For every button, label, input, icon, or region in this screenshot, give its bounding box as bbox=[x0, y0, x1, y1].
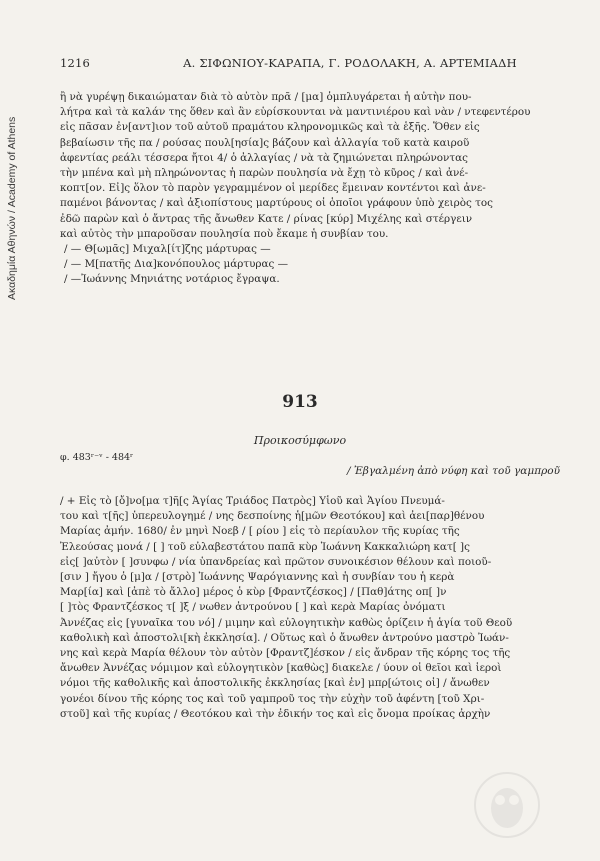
signature-line: / — Θ[ωμᾶς] Μιχαλ[ίτ]ζης μάρτυρας — bbox=[64, 243, 271, 256]
text-line: του καὶ τ[ῆς] ὑπερευλογημέ / νης δεσποίνης ἡ[μῶν Θεοτόκου] καὶ ἀει[παρ]θένου bbox=[60, 510, 485, 523]
running-head: Α. ΣΙΦΩΝΙΟΥ-ΚΑΡΑΠΑ, Γ. ΡΟΔΟΛΑΚΗ, Α. ΑΡΤΕΜΙΑΔΗ bbox=[183, 56, 517, 70]
folio-reference: φ. 483ʳ⁻ᵛ - 484ʳ bbox=[60, 452, 134, 463]
text-line: παμένοι βάνοντας / καὶ ἀξιοπίστους μαρτύρους οἱ ὁποῖοι γράφουν ὑπὸ χειρὸς τος bbox=[60, 197, 493, 210]
text-line: Ἐλεούσας μονά / [ ] τοῦ εὐλαβεστάτου παπᾶ κὺρ Ἰωάννη Κακκαλιώρη κατ[ ]ς bbox=[60, 540, 470, 553]
signature-line: / — Μ[πατῆς Δια]κονόπουλος μάρτυρας — bbox=[64, 258, 289, 271]
text-line: Μαρ[ία] καὶ [ἀπὲ τὸ ἄλλο] μέρος ὁ κὺρ [Φραντζέσκος] / [Παθ]άτης οπ[ ]ν bbox=[60, 586, 447, 599]
text-line: εἰς[ ]αὐτὸν [ ]συνφω / νία ὑπανδρείας καὶ πρῶτον συνοικέσιον θέλουν καὶ ποιοῦ- bbox=[60, 555, 492, 568]
text-line: [σιν ] ἤγου ὁ [μ]α / [στρὸ] Ἰωάννης Ψαρόγιαννης καὶ ἡ συνβίαν του ἡ κερὰ bbox=[60, 571, 455, 584]
document-913-text bbox=[60, 494, 560, 722]
text-line: τὴν μπένα καὶ μὴ πληρώνοντας ἡ παρὼν πουλησία νὰ ἔχῃ τὸ κῦρος / καὶ ἀνέ- bbox=[60, 167, 469, 180]
text-line: βεβαίωσιν τῆς πα / ρούσας πουλ[ησία]ς βάζουν καὶ ἀλλαγία τοῦ κατὰ καιροῦ bbox=[60, 136, 470, 149]
text-line: νης καὶ κερὰ Μαρία θέλουν τὸν αὐτὸν [Φραντζ]έσκον / εἰς ἄνδραν τῆς κόρης τος τῆς bbox=[60, 647, 511, 660]
text-line: Ἀννέζας εἰς [γυναῖκα του νό] / μιμην καὶ εὐλογητικὴν καθὼς ὁρίζειν ἡ ἁγία τοῦ Θεοῦ bbox=[60, 616, 513, 629]
text-line: εἰς πᾶσαν ἐν[αντ]ιον τοῦ αὐτοῦ πραμάτου κληρονομικῶς καὶ τὰ ἑξῆς. Ὅθεν εἰς bbox=[60, 121, 480, 134]
text-line: κοπτ[ον. Εἰ]ς ὅλον τὸ παρὸν γεγραμμένον οἱ μερίδες ἔμειναν κοντέντοι καὶ ἀνε- bbox=[60, 182, 486, 195]
text-line: ἢ νὰ γυρέψῃ δικαιώματαν διὰ τὸ αὐτὸν πρᾶ / [μα] ὁμπλυγάρεται ἡ αὐτὴν που- bbox=[60, 91, 472, 103]
text-line: ἀφεντίας ρεάλι τέσσερα ἤτοι 4/ ὁ ἀλλαγίας / νὰ τὰ ζημιώνεται πληρώνοντας bbox=[60, 151, 468, 164]
text-line: καὶ αὐτὸς τὴν μπαροῦσαν πουλησία ποὺ ἔκαμε ἡ συνβίαν του. bbox=[60, 227, 389, 240]
text-line: γονέοι δίνου τῆς κόρης τος καὶ τοῦ γαμπροῦ τος τὴν εὐχὴν τοῦ ἀφέντη [τοῦ Χρι- bbox=[60, 692, 485, 705]
archive-stamp: Ακαδημία Αθηνών / Academy of Athens bbox=[6, 116, 18, 300]
text-line: καθολικὴ καὶ ἀποστολι[κὴ ἐκκλησία]. / Οὕτως καὶ ὁ ἄνωθεν ἀντρούνο μαστρὸ Ἰωάν- bbox=[60, 631, 509, 644]
document-title: Προικοσύμφωνο bbox=[253, 434, 347, 447]
page-number: 1216 bbox=[60, 56, 91, 70]
text-line: [ ]τὸς Φραντζέσκος τ[ ]ξ / νωθεν ἀντρούνου [ ] καὶ κερὰ Μαρίας ὀνόματι bbox=[60, 601, 446, 614]
text-line: ἄνωθεν Ἀννέζας νόμιμον καὶ εὐλογητικὸν [καθὼς] διακελε / ύουν οἱ θεῖοι καὶ ἱεροὶ bbox=[60, 662, 502, 675]
page-header bbox=[60, 56, 560, 72]
text-line: στοῦ] καὶ τῆς κυρίας / Θεοτόκου καὶ τὴν ἐδικήν τος καὶ εἰς ὄνομα προίκας ἀρχὴν bbox=[60, 707, 491, 720]
marginal-note: / Ἐβγαλμένη ἀπὸ νύφη καὶ τοῦ γαμπροῦ bbox=[346, 465, 560, 477]
document-912-text bbox=[60, 90, 560, 288]
text-line: Μαρίας ἀμήν. 1680/ ἐν μηνὶ Νοεβ / [ ρίου ] εἰς τὸ περίαυλον τῆς κυρίας τῆς bbox=[60, 525, 460, 538]
text-line: / + Εἰς τὸ [ὄ]νο[μα τ]ῆ[ς Ἁγίας Τριάδος Πατρὸς] Υἱοῦ καὶ Ἁγίου Πνευμά- bbox=[60, 495, 445, 507]
owl-watermark-icon bbox=[472, 770, 542, 840]
text-line: νόμοι τῆς καθολικῆς καὶ ἀποστολικῆς ἐκκλησίας [καὶ ἐν] μπρ[ώτοις οἱ] / ἄνωθεν bbox=[60, 677, 490, 690]
signature-line: / —Ἰωάννης Μηνιάτης νοτάριος ἔγραψα. bbox=[64, 273, 280, 286]
text-line: ἐδῶ παρὼν καὶ ὁ ἄντρας τῆς ἄνωθεν Κατε / ρίνας [κύρ] Μιχέλης καὶ στέργειν bbox=[60, 212, 473, 225]
document-number: 913 bbox=[282, 392, 318, 412]
text-line: λήτρα καὶ τὰ καλάν της ὅθεν καὶ ἂν εὑρίσκουνται νὰ μαντινιέρου καὶ νὰν / ντεφεντέρου bbox=[60, 106, 531, 119]
